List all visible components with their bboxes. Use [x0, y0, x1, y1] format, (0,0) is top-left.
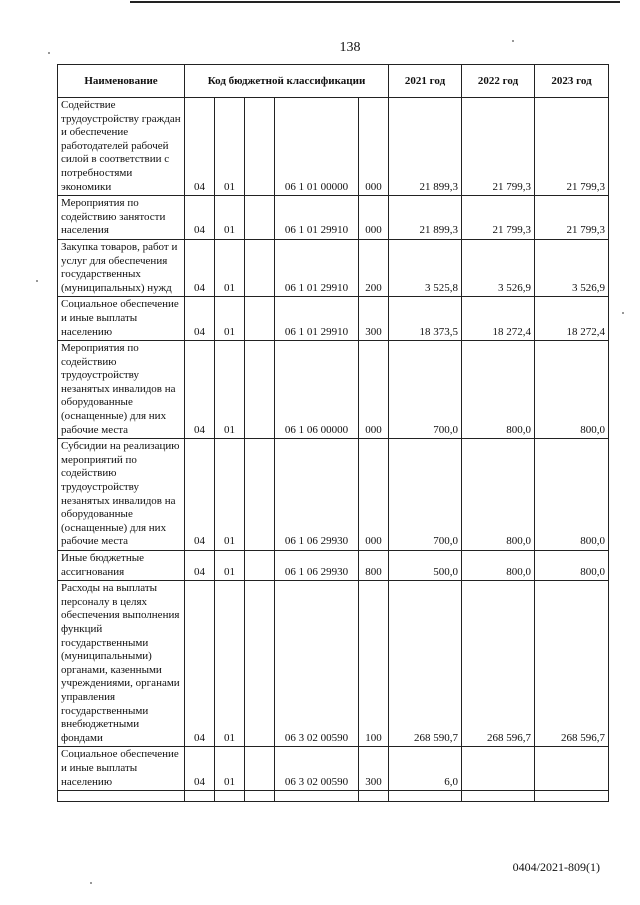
- target-article-code: 06 1 06 29930: [275, 439, 359, 551]
- subsection-code: 01: [215, 551, 245, 581]
- empty-cell: [245, 297, 275, 341]
- row-name: Мероприятия по содействию трудоустройству незанятых инвалидов на оборудованные (оснащенные) для них рабочие места: [58, 341, 185, 439]
- top-rule: [130, 1, 620, 3]
- value-2021: 18 373,5: [389, 297, 462, 341]
- header-2021: 2021 год: [389, 65, 462, 98]
- target-article-code: 06 1 01 29910: [275, 297, 359, 341]
- empty-cell: [462, 791, 535, 802]
- page-number: 138: [339, 40, 361, 55]
- scan-speck: [36, 280, 38, 282]
- value-2021: 700,0: [389, 439, 462, 551]
- expense-type-code: 300: [359, 297, 389, 341]
- value-2022: 800,0: [462, 439, 535, 551]
- expense-type-code: 100: [359, 581, 389, 747]
- empty-cell: [245, 439, 275, 551]
- section-code: 04: [185, 98, 215, 196]
- section-code: 04: [185, 341, 215, 439]
- row-name: Расходы на выплаты персоналу в целях обеспечения выполнения функций государственными (муниципальными) органами, казенными учреждениями, органами управления государственными внебюджетными фондами: [58, 581, 185, 747]
- row-name: Мероприятия по содействию занятости населения: [58, 196, 185, 240]
- value-2023: 21 799,3: [535, 98, 609, 196]
- section-code: 04: [185, 551, 215, 581]
- empty-cell: [58, 791, 185, 802]
- table-row: [58, 341, 609, 439]
- document-code: 0404/2021-809(1): [512, 860, 600, 874]
- empty-cell: [245, 98, 275, 196]
- subsection-code: 01: [215, 98, 245, 196]
- expense-type-code: 200: [359, 239, 389, 296]
- table-header-row: [58, 65, 609, 98]
- section-code: 04: [185, 297, 215, 341]
- empty-cell: [245, 791, 275, 802]
- section-code: 04: [185, 581, 215, 747]
- subsection-code: 01: [215, 581, 245, 747]
- value-2021: 6,0: [389, 747, 462, 791]
- value-2021: 700,0: [389, 341, 462, 439]
- empty-cell: [245, 341, 275, 439]
- empty-cell: [245, 239, 275, 296]
- header-2022: 2022 год: [462, 65, 535, 98]
- table-row: [58, 297, 609, 341]
- value-2022: 18 272,4: [462, 297, 535, 341]
- section-code: 04: [185, 196, 215, 240]
- target-article-code: 06 1 01 00000: [275, 98, 359, 196]
- table-body: [58, 98, 609, 802]
- value-2023: 800,0: [535, 439, 609, 551]
- value-2021: 268 590,7: [389, 581, 462, 747]
- value-2022: 800,0: [462, 341, 535, 439]
- value-2021: 21 899,3: [389, 196, 462, 240]
- header-code: Код бюджетной классификации: [185, 65, 389, 98]
- expense-type-code: 000: [359, 439, 389, 551]
- row-name: Социальное обеспечение и иные выплаты населению: [58, 297, 185, 341]
- scan-speck: [90, 882, 92, 884]
- subsection-code: 01: [215, 439, 245, 551]
- value-2021: 500,0: [389, 551, 462, 581]
- target-article-code: 06 1 01 29910: [275, 196, 359, 240]
- target-article-code: 06 1 06 29930: [275, 551, 359, 581]
- value-2023: 3 526,9: [535, 239, 609, 296]
- empty-cell: [389, 791, 462, 802]
- row-name: Субсидии на реализацию мероприятий по содействию трудоустройству незанятых инвалидов на оборудованные (оснащенные) для них рабочие места: [58, 439, 185, 551]
- empty-cell: [275, 791, 359, 802]
- table-row: [58, 747, 609, 791]
- value-2023: 21 799,3: [535, 196, 609, 240]
- subsection-code: 01: [215, 297, 245, 341]
- value-2023: 800,0: [535, 341, 609, 439]
- target-article-code: 06 1 06 00000: [275, 341, 359, 439]
- empty-cell: [245, 581, 275, 747]
- row-name: Закупка товаров, работ и услуг для обеспечения государственных (муниципальных) нужд: [58, 239, 185, 296]
- expense-type-code: 800: [359, 551, 389, 581]
- target-article-code: 06 3 02 00590: [275, 747, 359, 791]
- header-name: Наименование: [58, 65, 185, 98]
- target-article-code: 06 3 02 00590: [275, 581, 359, 747]
- subsection-code: 01: [215, 239, 245, 296]
- value-2023: 268 596,7: [535, 581, 609, 747]
- value-2022: 21 799,3: [462, 196, 535, 240]
- table-row-blank: [58, 791, 609, 802]
- expense-type-code: 000: [359, 196, 389, 240]
- value-2023: 800,0: [535, 551, 609, 581]
- budget-table: [57, 64, 609, 802]
- empty-cell: [245, 747, 275, 791]
- value-2022: 3 526,9: [462, 239, 535, 296]
- value-2023: 18 272,4: [535, 297, 609, 341]
- expense-type-code: 300: [359, 747, 389, 791]
- value-2021: 3 525,8: [389, 239, 462, 296]
- table-row: [58, 581, 609, 747]
- table-row: [58, 551, 609, 581]
- scan-speck: [512, 40, 514, 42]
- section-code: 04: [185, 439, 215, 551]
- row-name: Иные бюджетные ассигнования: [58, 551, 185, 581]
- value-2022: 800,0: [462, 551, 535, 581]
- value-2023: [535, 747, 609, 791]
- table-row: [58, 98, 609, 196]
- table-row: [58, 439, 609, 551]
- value-2022: [462, 747, 535, 791]
- empty-cell: [359, 791, 389, 802]
- subsection-code: 01: [215, 341, 245, 439]
- table-row: [58, 196, 609, 240]
- subsection-code: 01: [215, 196, 245, 240]
- empty-cell: [215, 791, 245, 802]
- row-name: Содействие трудоустройству граждан и обеспечение работодателей рабочей силой в соответствии с потребностями экономики: [58, 98, 185, 196]
- scan-speck: [622, 312, 624, 314]
- target-article-code: 06 1 01 29910: [275, 239, 359, 296]
- row-name: Социальное обеспечение и иные выплаты населению: [58, 747, 185, 791]
- value-2022: 268 596,7: [462, 581, 535, 747]
- empty-cell: [245, 551, 275, 581]
- empty-cell: [245, 196, 275, 240]
- expense-type-code: 000: [359, 341, 389, 439]
- header-2023: 2023 год: [535, 65, 609, 98]
- value-2022: 21 799,3: [462, 98, 535, 196]
- table-row: [58, 239, 609, 296]
- expense-type-code: 000: [359, 98, 389, 196]
- value-2021: 21 899,3: [389, 98, 462, 196]
- empty-cell: [535, 791, 609, 802]
- empty-cell: [185, 791, 215, 802]
- subsection-code: 01: [215, 747, 245, 791]
- section-code: 04: [185, 747, 215, 791]
- scan-speck: [48, 52, 50, 54]
- section-code: 04: [185, 239, 215, 296]
